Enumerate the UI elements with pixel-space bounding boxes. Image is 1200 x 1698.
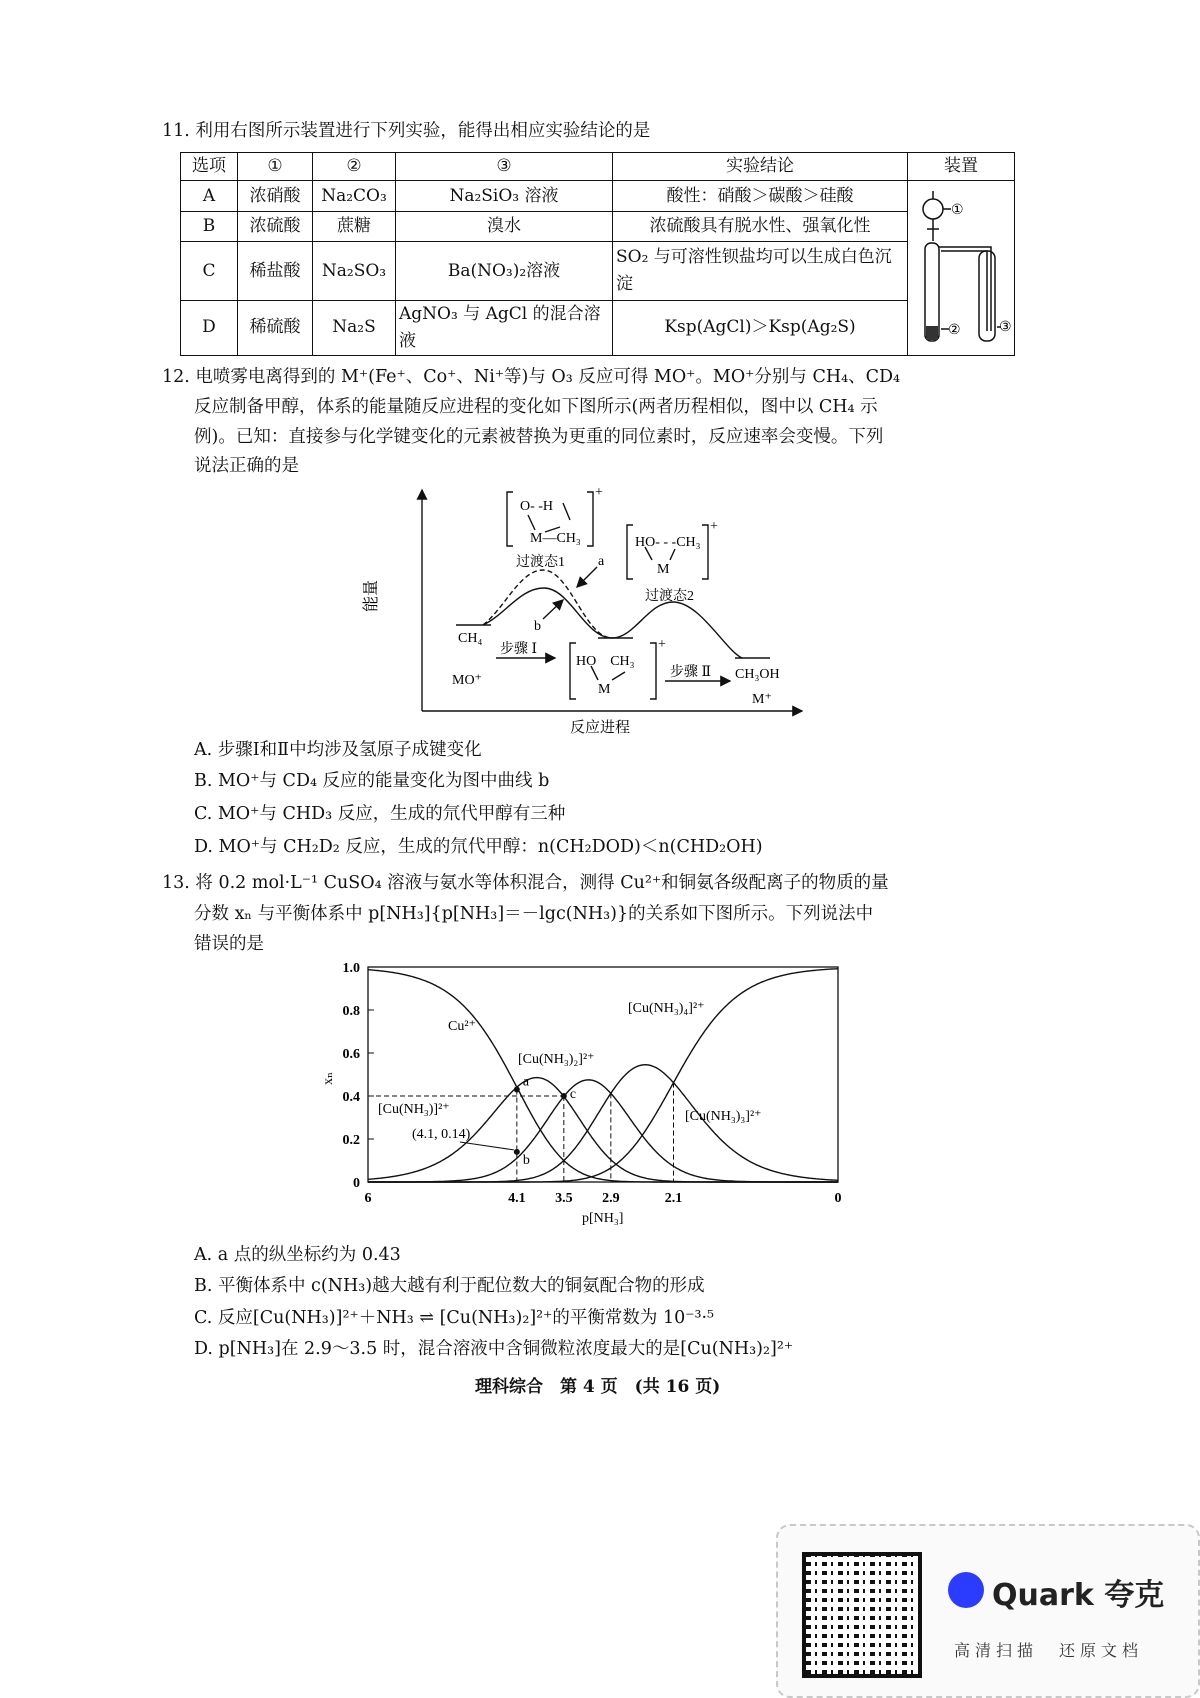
apparatus-diagram — [911, 181, 1011, 346]
cell: 稀硫酸 — [238, 300, 313, 355]
table-header: 选项 — [181, 153, 238, 181]
y-axis-label: xₙ — [321, 1071, 336, 1085]
plot-frame — [368, 967, 838, 1182]
point-c — [561, 1093, 567, 1099]
x-tick-label: 3.5 — [555, 1191, 573, 1206]
x-tick-label: 2.9 — [602, 1191, 620, 1206]
q13-option-a: A. a 点的纵坐标约为 0.43 — [194, 1245, 401, 1265]
reactant: MO⁺ — [452, 673, 482, 688]
point-a — [514, 1087, 520, 1093]
point-b — [514, 1149, 520, 1155]
x-tick-label: 2.1 — [664, 1191, 683, 1206]
page-footer: 理科综合 第 4 页 (共 16 页) — [475, 1377, 721, 1397]
ts1-label: 过渡态1 — [516, 555, 565, 570]
product: M⁺ — [752, 692, 772, 707]
table-header: 实验结论 — [613, 153, 908, 181]
charge: + — [710, 519, 718, 534]
y-axis-label: 能量 — [363, 579, 380, 612]
curve-b-label: b — [534, 619, 541, 634]
table-header: ② — [313, 153, 396, 181]
cell: SO₂ 与可溶性钡盐均可以生成白色沉淀 — [613, 242, 908, 300]
table-row — [181, 212, 1015, 242]
cell: Na₂SiO₃ 溶液 — [396, 181, 613, 212]
q13-line: 错误的是 — [194, 934, 264, 954]
q12-option-a: A. 步骤Ⅰ和Ⅱ中均涉及氢原子成键变化 — [194, 740, 482, 760]
y-tick-label: 0 — [353, 1176, 360, 1191]
y-tick-label: 0.8 — [342, 1004, 360, 1019]
q12-line: 反应制备甲醇，体系的能量随反应进程的变化如下图所示(两者历程相似，图中以 CH₄ 示 — [194, 397, 878, 417]
q11-stem: 11. 利用右图所示装置进行下列实验，能得出相应实验结论的是 — [162, 121, 651, 141]
charge: + — [658, 637, 666, 652]
cell: Ksp(AgCl)＞Ksp(Ag₂S) — [613, 300, 908, 355]
q12-line: 12. 电喷雾电离得到的 M⁺(Fe⁺、Co⁺、Ni⁺等)与 O₃ 反应可得 MO⁺。MO⁺分别与 CH₄、CD₄ — [162, 367, 901, 387]
q11-table — [180, 152, 1015, 356]
table-header: ③ — [396, 153, 613, 181]
table-header: ① — [238, 153, 313, 181]
series-label-cu: Cu²⁺ — [448, 1019, 476, 1034]
x-tick-label: 6 — [364, 1191, 372, 1206]
ts1-structure: O- -H — [520, 499, 554, 514]
cell: 浓硫酸具有脱水性、强氧化性 — [613, 212, 908, 242]
point-label-c: c — [569, 1087, 577, 1102]
q12-option-b: B. MO⁺与 CD₄ 反应的能量变化为图中曲线 b — [194, 771, 550, 791]
q12-line: 说法正确的是 — [194, 456, 299, 476]
q12-option-d: D. MO⁺与 CH₂D₂ 反应，生成的氘代甲醇：n(CH₂DOD)＜n(CHD₂OH) — [194, 837, 763, 857]
series-line-4 — [368, 969, 838, 1182]
product: CH₃OH — [735, 667, 780, 682]
apparatus-cell — [908, 181, 1015, 356]
cell: 稀盐酸 — [238, 242, 313, 300]
ts2-label: 过渡态2 — [645, 589, 694, 604]
label-2: ② — [948, 323, 961, 338]
q13-option-b: B. 平衡体系中 c(NH₃)越大越有利于配位数大的铜氨配合物的形成 — [194, 1276, 705, 1296]
series-line-0 — [368, 970, 838, 1182]
ts1-structure: M—CH₃ — [530, 531, 581, 546]
table-row — [181, 300, 1015, 355]
x-tick-label: 0 — [834, 1191, 842, 1206]
step1-label: 步骤 Ⅰ — [500, 642, 538, 657]
ts2-structure: HO- - -CH₃ — [635, 535, 701, 550]
cell: Na₂S — [313, 300, 396, 355]
point-b-annotation: (4.1, 0.14) — [412, 1127, 471, 1142]
q13-option-d: D. p[NH₃]在 2.9～3.5 时，混合溶液中含铜微粒浓度最大的是[Cu(NH₃)₂]²⁺ — [194, 1339, 794, 1359]
cell: Na₂CO₃ — [313, 181, 396, 212]
distribution-chart — [320, 950, 880, 1240]
series-label-cunh3-4: [Cu(NH₃)₄]²⁺ — [628, 1001, 705, 1016]
q12-line: 例)。已知：直接参与化学键变化的元素被替换为更重的同位素时，反应速率会变慢。下列 — [194, 427, 884, 447]
cell: Ba(NO₃)₂溶液 — [396, 242, 613, 300]
cell: D — [181, 300, 238, 355]
intermediate-structure: M — [598, 682, 611, 697]
quark-logo-icon — [948, 1572, 984, 1608]
cell: 浓硫酸 — [238, 212, 313, 242]
series-label-cunh3-2: [Cu(NH₃)₂]²⁺ — [518, 1052, 595, 1067]
cell: Na₂SO₃ — [313, 242, 396, 300]
cell: C — [181, 242, 238, 300]
annotation-pointer — [460, 1142, 514, 1150]
reactant: CH₄ — [458, 631, 483, 646]
q13-option-c: C. 反应[Cu(NH₃)]²⁺＋NH₃ ⇌ [Cu(NH₃)₂]²⁺的平衡常数为 10⁻³·⁵ — [194, 1308, 715, 1328]
ts2-structure: M — [657, 562, 670, 577]
quark-watermark — [776, 1524, 1200, 1698]
cell: 浓硝酸 — [238, 181, 313, 212]
y-tick-label: 0.2 — [342, 1133, 360, 1148]
charge: + — [595, 485, 603, 500]
cell: AgNO₃ 与 AgCl 的混合溶液 — [396, 300, 613, 355]
q13-line: 13. 将 0.2 mol·L⁻¹ CuSO₄ 溶液与氨水等体积混合，测得 Cu²⁺和铜氨各级配离子的物质的量 — [162, 873, 889, 893]
point-label-b: b — [522, 1152, 530, 1168]
series-line-3 — [368, 1065, 838, 1182]
y-tick-label: 0.6 — [342, 1047, 360, 1062]
cell: 蔗糖 — [313, 212, 396, 242]
label-1: ① — [951, 203, 964, 218]
x-axis-label: p[NH₃] — [582, 1211, 624, 1226]
q12-option-c: C. MO⁺与 CHD₃ 反应，生成的氘代甲醇有三种 — [194, 804, 566, 824]
table-header: 装置 — [908, 153, 1015, 181]
cell: B — [181, 212, 238, 242]
qr-code — [802, 1552, 922, 1678]
curve-a-label: a — [598, 554, 605, 569]
q13-line: 分数 xₙ 与平衡体系中 p[NH₃]{p[NH₃]＝－lgc(NH₃)}的关系如下图所示。下列说法中 — [194, 904, 874, 924]
series-label-cunh3: [Cu(NH₃)]²⁺ — [378, 1102, 450, 1117]
cell: 溴水 — [396, 212, 613, 242]
y-tick-label: 1.0 — [342, 961, 360, 976]
series-label-cunh3-3: [Cu(NH₃)₃]²⁺ — [685, 1109, 762, 1124]
cell: A — [181, 181, 238, 212]
step2-label: 步骤 Ⅱ — [670, 665, 712, 680]
intermediate-structure: HO CH₃ — [576, 654, 635, 669]
y-tick-label: 0.4 — [342, 1090, 360, 1105]
quark-brand: Quark 夸克 — [992, 1578, 1165, 1613]
cell: 酸性：硝酸＞碳酸＞硅酸 — [613, 181, 908, 212]
label-3: ③ — [999, 320, 1012, 335]
x-tick-label: 4.1 — [508, 1191, 526, 1206]
energy-diagram — [363, 480, 820, 740]
table-row — [181, 242, 1015, 300]
curve-a — [483, 570, 612, 638]
quark-tagline: 高清扫描 还原文档 — [954, 1641, 1144, 1660]
x-axis-label: 反应进程 — [570, 720, 631, 736]
point-label-a: a — [522, 1074, 530, 1090]
table-row — [181, 181, 1015, 212]
